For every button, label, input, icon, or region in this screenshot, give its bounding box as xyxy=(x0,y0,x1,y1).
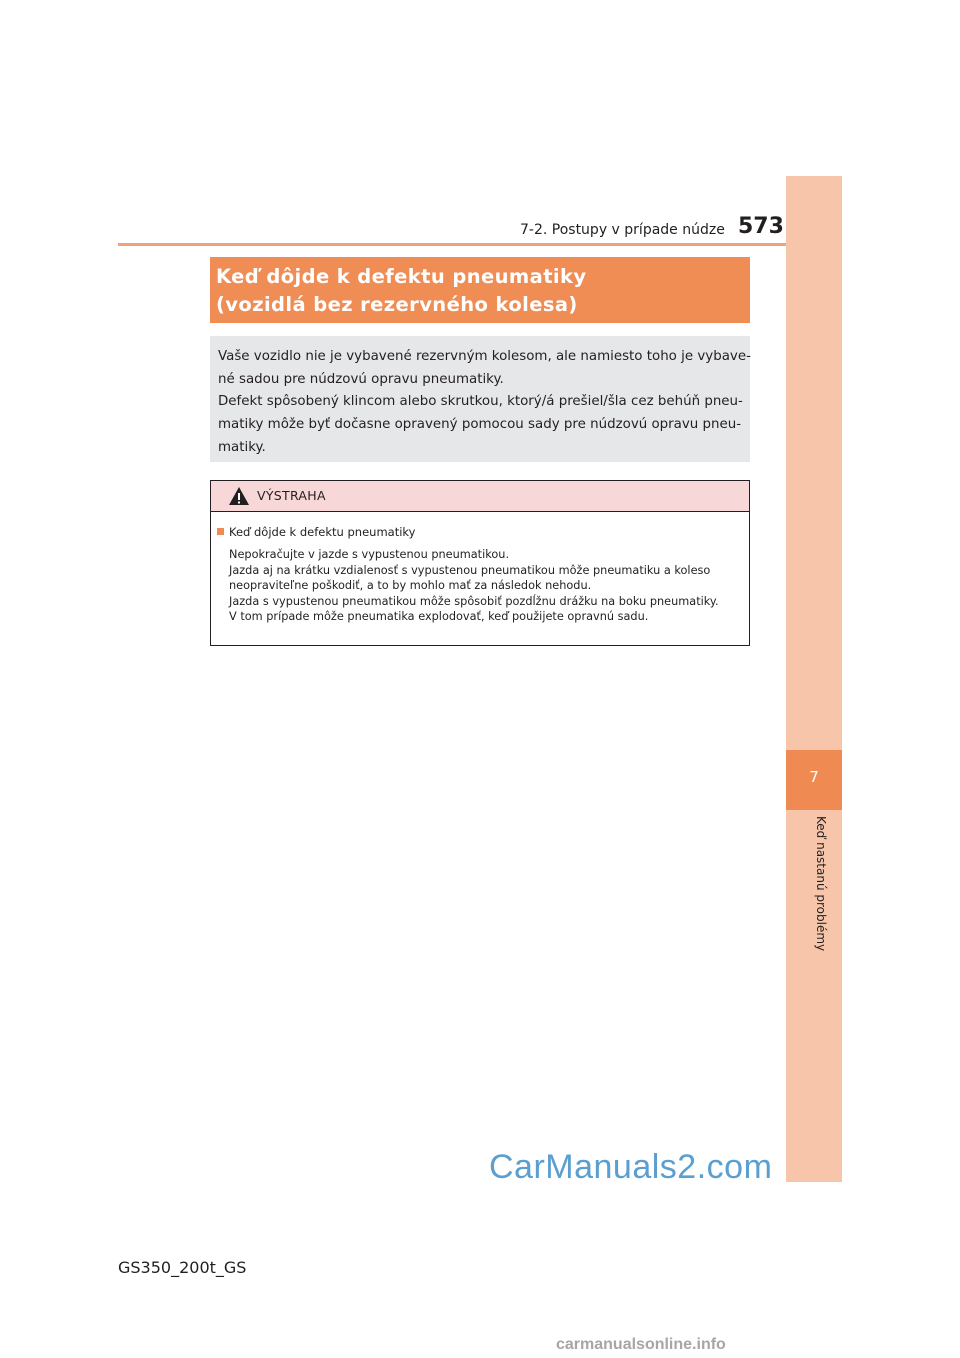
warning-title: VÝSTRAHA xyxy=(257,488,326,503)
intro-box xyxy=(210,336,750,462)
warning-item-heading xyxy=(217,525,415,539)
intro-line: Vaše vozidlo nie je vybavené rezervným kolesom, ale namiesto toho je vybave- xyxy=(218,349,751,364)
header-rule xyxy=(118,243,841,246)
warning-box xyxy=(210,480,750,646)
section-title-line-2: (vozidlá bez rezervného kolesa) xyxy=(216,293,578,316)
intro-line: né sadou pre núdzovú opravu pneumatiky. xyxy=(218,371,504,387)
intro-line: matiky môže byť dočasne opravený pomocou sady pre núdzovú opravu pneu- xyxy=(218,417,742,433)
warning-header xyxy=(211,481,749,512)
chapter-number: 7 xyxy=(809,768,819,786)
intro-line: matiky. xyxy=(218,439,266,455)
warning-body xyxy=(229,547,744,625)
warning-line: Jazda aj na krátku vzdialenosť s vypustenou pneumatikou môže pneumatiku a koleso xyxy=(229,563,711,577)
page-number: 573 xyxy=(738,214,784,239)
square-bullet-icon xyxy=(217,528,224,535)
watermark-carmanuals2[interactable]: CarManuals2.com xyxy=(489,1148,773,1186)
warning-triangle-icon xyxy=(228,486,250,506)
chapter-side-tab xyxy=(786,176,842,1182)
chapter-label: Keď nastanú problémy xyxy=(814,816,828,952)
warning-line: Nepokračujte v jazde s vypustenou pneumatikou. xyxy=(229,548,510,561)
model-code: GS350_200t_GS xyxy=(118,1258,247,1277)
section-reference: 7-2. Postupy v prípade núdze xyxy=(520,222,725,238)
section-title-bar xyxy=(210,257,750,323)
warning-line: neopraviteľne poškodiť, a to by mohlo mať za následok nehodu. xyxy=(229,579,592,592)
warning-item-title: Keď dôjde k defektu pneumatiky xyxy=(229,525,416,539)
intro-line: Defekt spôsobený klincom alebo skrutkou, ktorý/á prešiel/šla cez behúň pneu- xyxy=(218,394,743,410)
section-title-line-1: Keď dôjde k defektu pneumatiky xyxy=(216,265,587,288)
watermark-carmanualsonline[interactable]: carmanualsonline.info xyxy=(556,1336,726,1353)
warning-line: Jazda s vypustenou pneumatikou môže spôsobiť pozdĺžnu drážku na boku pneumatiky. xyxy=(229,594,719,608)
warning-line: V tom prípade môže pneumatika explodovať, keď použijete opravnú sadu. xyxy=(229,610,649,623)
